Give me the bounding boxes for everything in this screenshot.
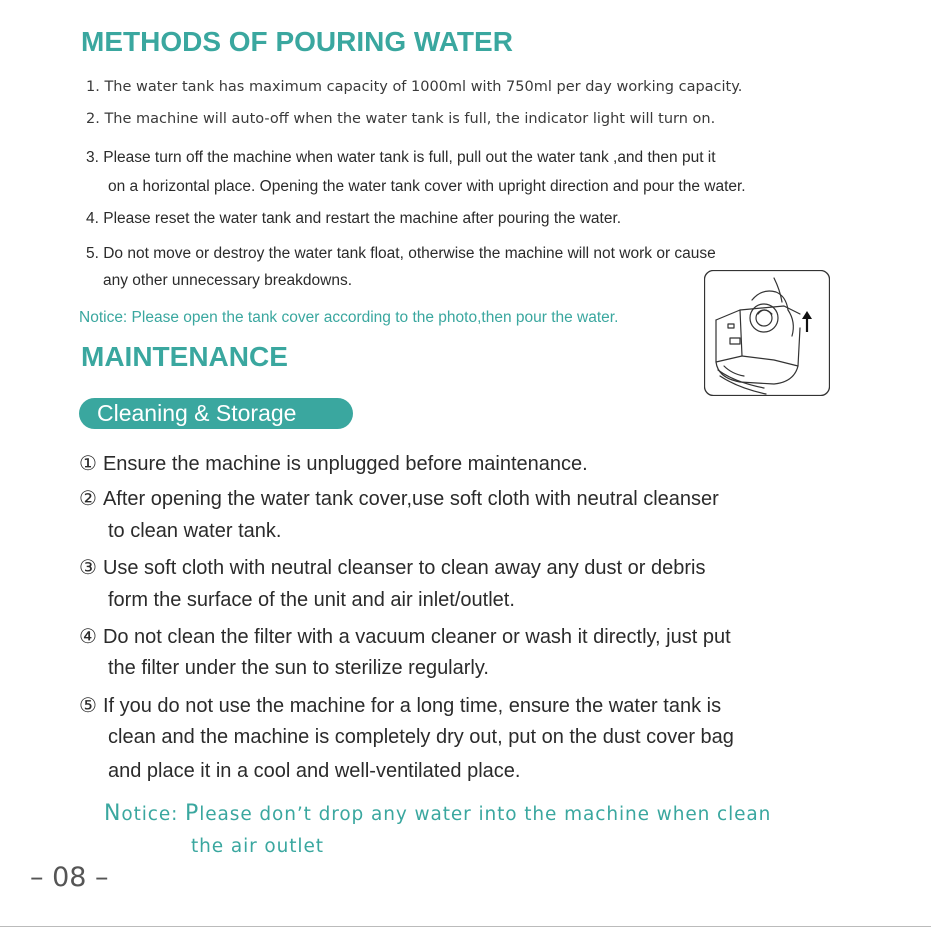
step-2-text-line-1: After opening the water tank cover,use soft cloth with neutral cleanser (102, 488, 719, 510)
step-4-text-line-1: Do not clean the filter with a vacuum cleaner or wash it directly, just put (102, 626, 731, 648)
step-1-number: ① (79, 451, 97, 475)
step-5-text-line-2: clean and the machine is completely dry out, put on the dust cover bag (108, 726, 734, 748)
step-3-text-line-2: form the surface of the unit and air inlet/outlet. (108, 589, 515, 611)
pouring-item-2: 2. The machine will auto-off when the water tank is full, the indicator light will turn on. (86, 111, 716, 127)
step-1-text: Ensure the machine is unplugged before maintenance. (102, 453, 588, 475)
step-2-number: ② (79, 486, 97, 510)
page-number: – 08 – (30, 862, 109, 893)
step-4-number: ④ (79, 624, 97, 648)
cleaning-storage-badge: Cleaning & Storage (79, 398, 353, 429)
step-1 (79, 451, 588, 476)
step-4 (79, 624, 731, 649)
step-2 (79, 486, 719, 511)
pouring-item-4: 4. Please reset the water tank and restart the machine after pouring the water. (86, 210, 622, 227)
tank-cover-photo (704, 270, 830, 396)
step-3-number: ③ (79, 555, 97, 579)
bottom-divider (0, 926, 931, 927)
pouring-item-5-line-2: any other unnecessary breakdowns. (103, 272, 353, 289)
maintenance-title: MAINTENANCE (81, 341, 288, 372)
step-5-text-line-1: If you do not use the machine for a long time, ensure the water tank is (102, 695, 722, 717)
step-5 (79, 693, 721, 718)
pouring-item-1: 1. The water tank has maximum capacity of 1000ml with 750ml per day working capacity. (86, 79, 743, 95)
pouring-item-5-line-1: 5. Do not move or destroy the water tank float, otherwise the machine will not work or cause (86, 245, 716, 262)
step-3 (79, 555, 705, 580)
step-5-text-line-3: and place it in a cool and well-ventilated place. (108, 760, 521, 782)
step-5-number: ⑤ (79, 693, 97, 717)
pouring-item-3-line-2: on a horizontal place. Opening the water tank cover with upright direction and pour the water. (108, 178, 746, 195)
pouring-notice: Notice: Please open the tank cover according to the photo,then pour the water. (79, 309, 619, 326)
step-3-text-line-1: Use soft cloth with neutral cleanser to clean away any dust or debris (102, 557, 706, 579)
pouring-item-3-line-1: 3. Please turn off the machine when water tank is full, pull out the water tank ,and then put it (86, 149, 716, 166)
step-2-text-line-2: to clean water tank. (108, 520, 282, 542)
step-4-text-line-2: the filter under the sun to sterilize regularly. (108, 657, 489, 679)
pouring-title: METHODS OF POURING WATER (81, 26, 513, 57)
cleaning-notice-line-1: Notice: Please don’t drop any water into the machine when clean (104, 801, 772, 826)
cleaning-notice-line-2: the air outlet (191, 836, 324, 857)
